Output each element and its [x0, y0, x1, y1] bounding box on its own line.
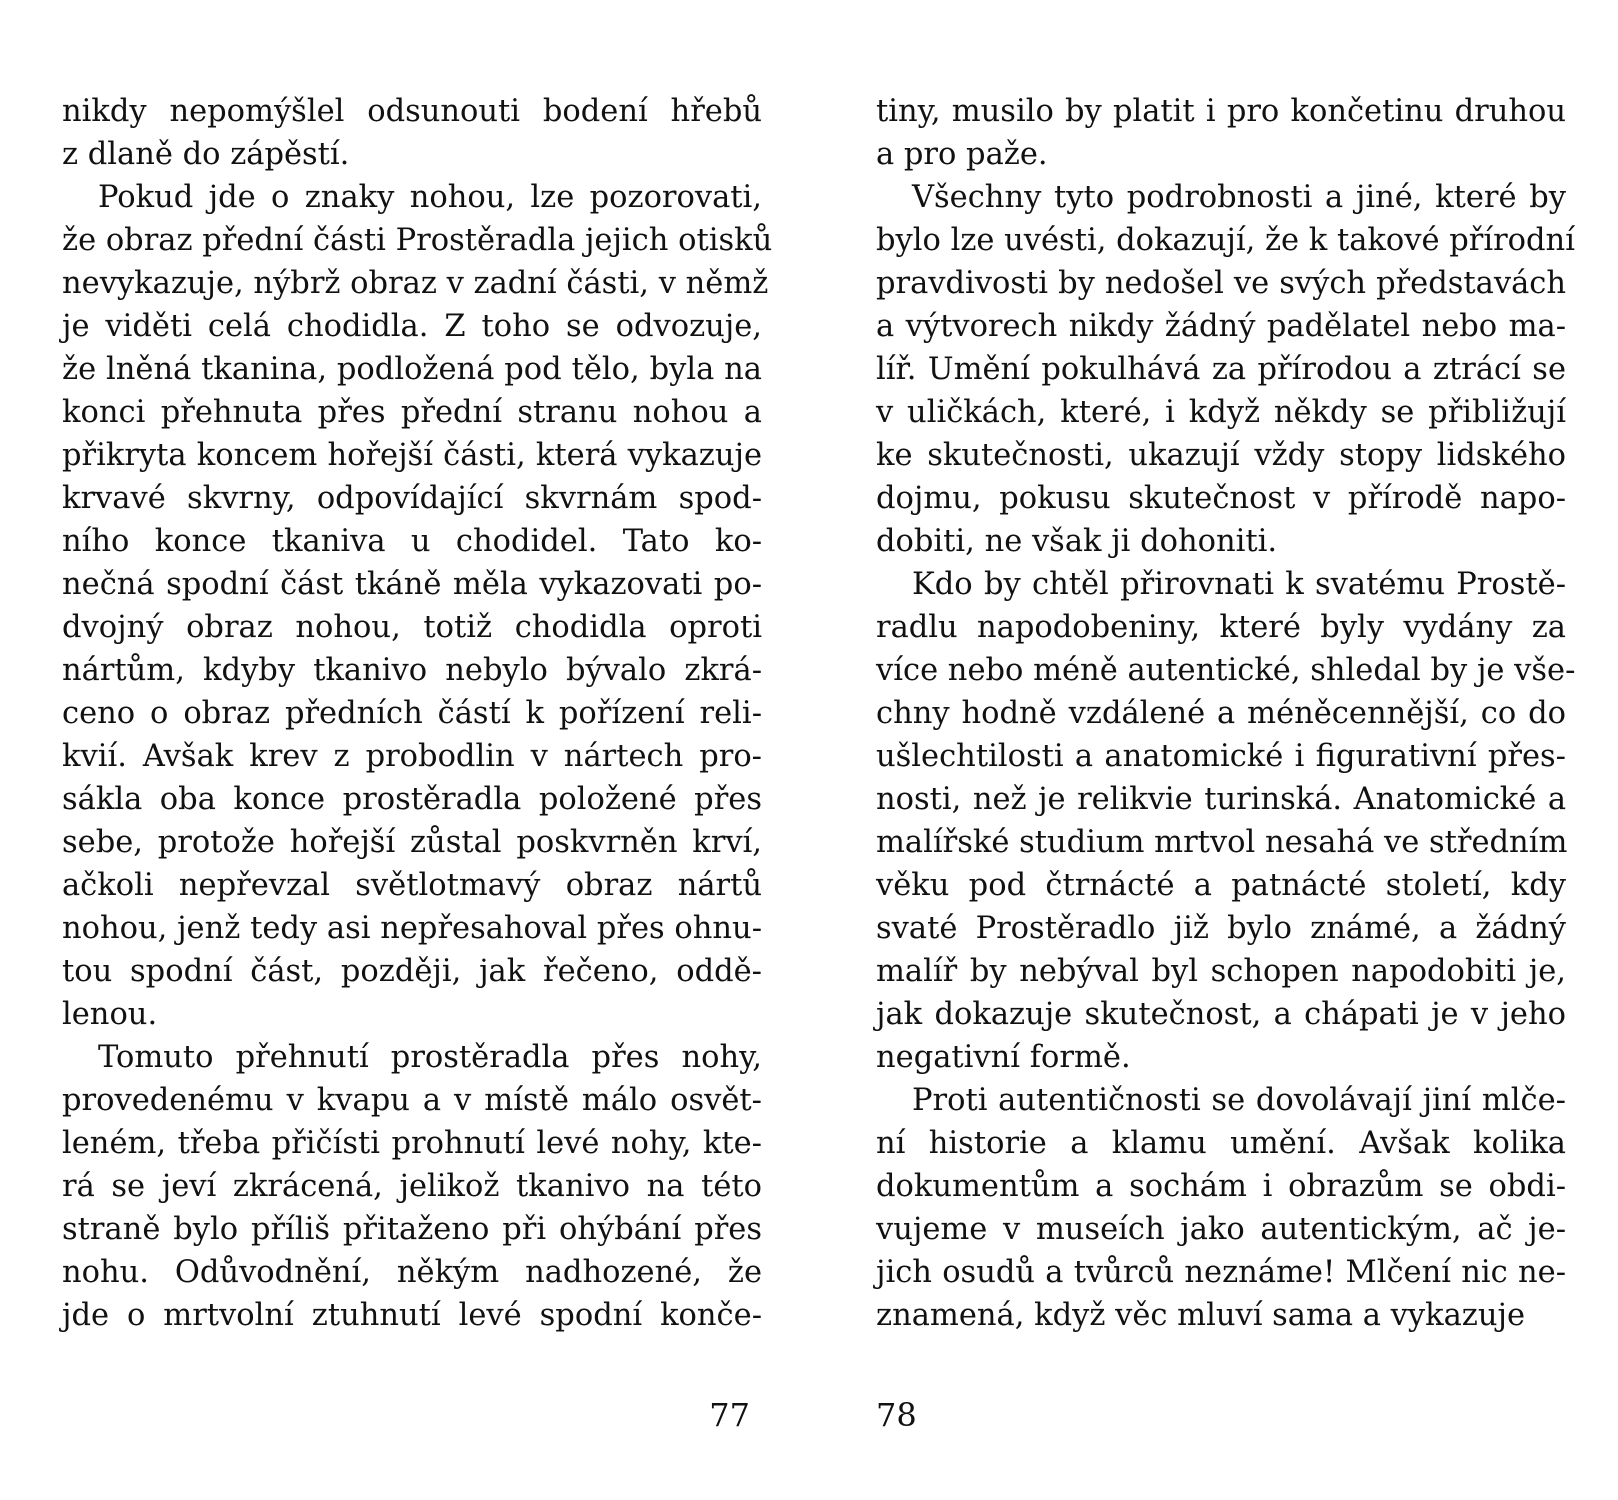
text-line: dobiti, ne však ji dohoniti. [876, 524, 1278, 559]
text-line: ního konce tkaniva u chodidel. Tato ko- [62, 524, 762, 559]
text-line: a pro paže. [876, 137, 1048, 172]
text-line: v uličkách, které, i když někdy se přibližují [876, 395, 1566, 430]
text-line: Všechny tyto podrobnosti a jiné, které by [912, 180, 1566, 215]
paragraph [876, 90, 1566, 176]
text-line: více nebo méně autentické, shledal by je vše- [876, 653, 1576, 688]
text-line: kvií. Avšak krev z probodlin v nártech pro- [62, 739, 762, 774]
page-number-left: 77 [709, 1396, 750, 1434]
text-line: z dlaně do zápěstí. [62, 137, 350, 172]
text-line: sákla oba konce prostěradla položené přes [62, 782, 762, 817]
text-line: rá se jeví zkrácená, jelikož tkanivo na této [62, 1169, 762, 1204]
text-line: chny hodně vzdálené a méněcennější, co do [876, 696, 1566, 731]
text-line: nečná spodní část tkáně měla vykazovati po- [62, 567, 762, 602]
paragraph [876, 563, 1576, 1079]
text-line: konci přehnuta přes přední stranu nohou a [62, 395, 762, 430]
text-line: nevykazuje, nýbrž obraz v zadní části, v němž [62, 266, 769, 301]
text-line: nohu. Odůvodnění, někým nadhozené, že [62, 1255, 762, 1290]
right-page [876, 90, 1576, 1337]
text-line: nártům, kdyby tkanivo nebylo bývalo zkrá- [62, 653, 762, 688]
text-line: tiny, musilo by platit i pro končetinu druhou [876, 94, 1566, 129]
text-line: Proti autentičnosti se dovolávají jiní mlče- [912, 1083, 1566, 1118]
text-line: negativní formě. [876, 1040, 1131, 1075]
text-line: vujeme v museích jako autentickým, ač je- [876, 1212, 1566, 1247]
text-line: ke skutečnosti, ukazují vždy stopy lidského [876, 438, 1566, 473]
text-line: malířské studium mrtvol nesahá ve středním [876, 825, 1568, 860]
text-line: dvojný obraz nohou, totiž chodidla oproti [62, 610, 762, 645]
text-line: jde o mrtvolní ztuhnutí levé spodní konče- [62, 1298, 762, 1333]
text-line: Tomuto přehnutí prostěradla přes nohy, [98, 1040, 762, 1075]
text-line: je viděti celá chodidla. Z toho se odvozuje, [62, 309, 762, 344]
text-line: jak dokazuje skutečnost, a chápati je v jeho [876, 997, 1566, 1032]
text-line: straně bylo příliš přitaženo při ohýbání přes [62, 1212, 762, 1247]
text-line: Pokud jde o znaky nohou, lze pozorovati, [98, 180, 762, 215]
text-line: a výtvorech nikdy žádný padělatel nebo ma- [876, 309, 1566, 344]
text-line: ní historie a klamu umění. Avšak kolika [876, 1126, 1566, 1161]
paragraph [62, 90, 762, 176]
paragraph [62, 176, 773, 1036]
text-line: ačkoli nepřevzal světlotmavý obraz nártů [62, 868, 762, 903]
text-line: líř. Umění pokulhává za přírodou a ztrácí se [876, 352, 1566, 387]
text-line: přikryta koncem hořejší části, která vykazuje [62, 438, 762, 473]
text-line: věku pod čtrnácté a patnácté století, kdy [876, 868, 1566, 903]
text-line: znamená, když věc mluví sama a vykazuje [876, 1298, 1526, 1333]
text-line: dokumentům a sochám i obrazům se obdi- [876, 1169, 1566, 1204]
text-line: svaté Prostěradlo již bylo známé, a žádný [876, 911, 1566, 946]
paragraph [876, 176, 1575, 563]
text-line: radlu napodobeniny, které byly vydány za [876, 610, 1566, 645]
text-line: že obraz přední části Prostěradla jejich otisků [62, 223, 773, 258]
text-line: že lněná tkanina, podložená pod tělo, byla na [62, 352, 762, 387]
left-page [62, 90, 773, 1337]
text-line: provedenému v kvapu a v místě málo osvět- [62, 1083, 762, 1118]
text-line: nikdy nepomýšlel odsunouti bodení hřebů [62, 94, 762, 129]
text-line: Kdo by chtěl přirovnati k svatému Prostě- [912, 567, 1566, 602]
text-line: krvavé skvrny, odpovídající skvrnám spod- [62, 481, 762, 516]
text-line: malíř by nebýval byl schopen napodobiti je, [876, 954, 1566, 989]
text-line: tou spodní část, později, jak řečeno, oddě- [62, 954, 762, 989]
text-line: pravdivosti by nedošel ve svých představách [876, 266, 1566, 301]
paragraph [62, 1036, 762, 1337]
text-line: leném, třeba přičísti prohnutí levé nohy, kte- [62, 1126, 762, 1161]
text-line: nohou, jenž tedy asi nepřesahoval přes ohnu- [62, 911, 762, 946]
text-line: lenou. [62, 997, 158, 1032]
text-line: sebe, protože hořejší zůstal poskvrněn krví, [62, 825, 762, 860]
text-line: bylo lze uvésti, dokazují, že k takové přírodní [876, 223, 1575, 258]
text-line: ušlechtilosti a anatomické i figurativní přes- [876, 739, 1566, 774]
text-line: ceno o obraz předních částí k pořízení reli- [62, 696, 762, 731]
text-line: nosti, než je relikvie turinská. Anatomické a [876, 782, 1566, 817]
text-line: dojmu, pokusu skutečnost v přírodě napo- [876, 481, 1566, 516]
paragraph [876, 1079, 1566, 1337]
text-line: jich osudů a tvůrců neznáme! Mlčení nic ne- [876, 1255, 1566, 1290]
page-number-right: 78 [876, 1396, 917, 1434]
